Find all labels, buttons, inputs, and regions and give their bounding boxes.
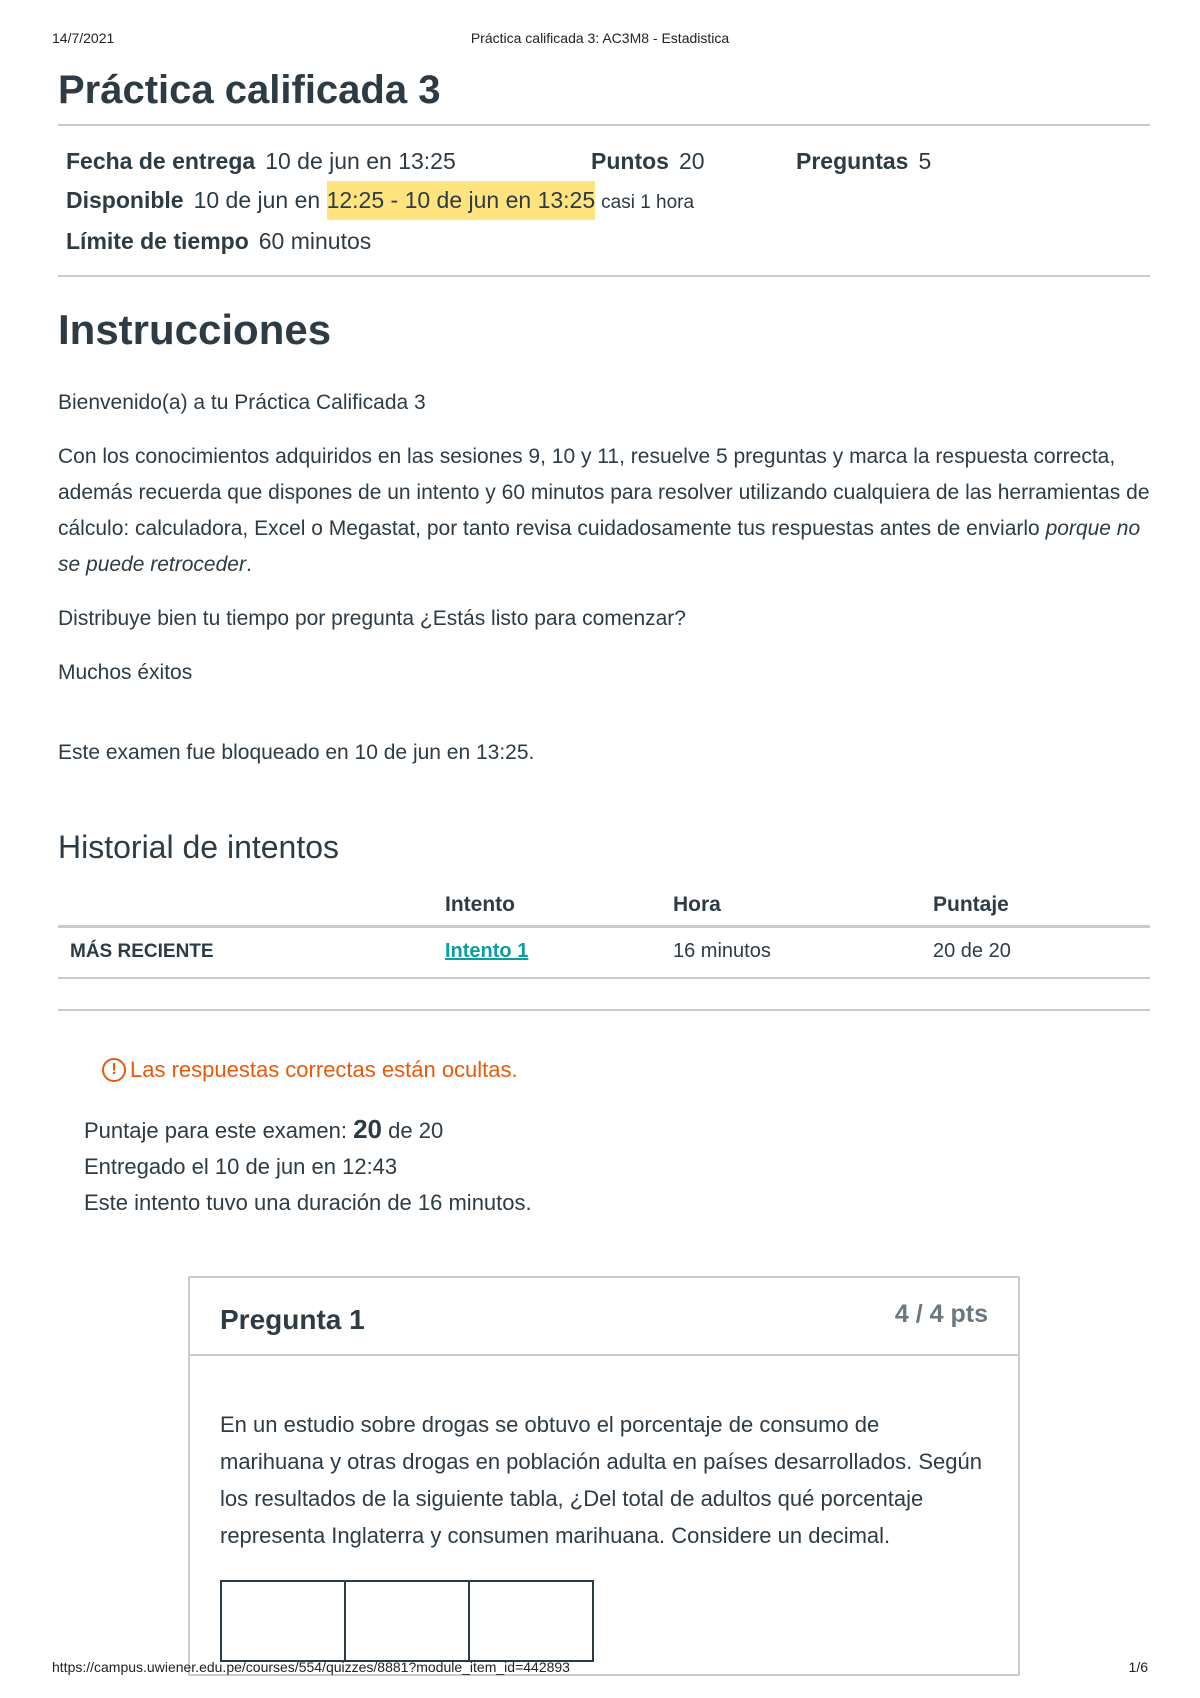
attempt-time: 16 minutos (661, 927, 921, 979)
questions-value: 5 (918, 148, 932, 174)
points-label: Puntos (591, 148, 669, 174)
warning-text: Las respuestas correctas están ocultas. (130, 1057, 518, 1082)
question-points: 4 / 4 pts (894, 1300, 988, 1328)
due-date (66, 142, 591, 181)
instructions-time-tip: Distribuye bien tu tiempo por pregunta ¿Estás listo para comenzar? (58, 607, 686, 630)
question-card (188, 1276, 1020, 1676)
instructions-title: Instrucciones (58, 306, 332, 353)
divider (58, 1009, 1150, 1011)
score-value: 20 (353, 1114, 382, 1144)
due-value: 10 de jun en 13:25 (265, 148, 456, 174)
divider (58, 275, 1150, 277)
page-number: 1/6 (1128, 1659, 1148, 1675)
print-footer (52, 1659, 1148, 1679)
print-header (52, 30, 1148, 50)
print-url: https://campus.uwiener.edu.pe/courses/554/quizzes/8881?module_item_id=442893 (52, 1659, 570, 1675)
attempts-header-attempt: Intento (433, 887, 661, 927)
instructions-paragraph (58, 439, 1150, 583)
details-row-2 (66, 181, 1150, 222)
time-limit-label: Límite de tiempo (66, 228, 249, 254)
table-row (221, 1581, 593, 1661)
attempt-score: 20 de 20 (921, 927, 1150, 979)
print-title: Práctica calificada 3: AC3M8 - Estadistica (470, 30, 730, 46)
attempts-header-row (58, 887, 1150, 927)
question-text: En un estudio sobre drogas se obtuvo el porcentaje de consumo de marihuana y otras drogas en población adulta en países desarrollados. Según los resultados de la siguiente tabla, ¿Del total de adultos qué porcentaje representa Inglaterra y consumen marihuana. Considere un decimal. (220, 1412, 982, 1548)
instructions-text: Con los conocimientos adquiridos en las sesiones 9, 10 y 11, resuelve 5 preguntas y marca la respuesta correcta, además recuerda que dispones de un intento y 60 minutos para resolver utilizando cualquiera de las herramientas de cálculo: calculadora, Excel o Megastat, por tanto revisa cuidadosamente tus respuestas antes de enviarlo (58, 445, 1150, 540)
available-range: 12:25 - 10 de jun en 13:25 (327, 181, 596, 220)
details-row-3 (66, 222, 1150, 261)
attempt-label: MÁS RECIENTE (58, 927, 433, 979)
score-line (84, 1111, 1150, 1149)
details-row-1 (66, 142, 1150, 181)
due-label: Fecha de entrega (66, 148, 256, 174)
attempt-link[interactable]: Intento 1 (445, 940, 529, 962)
answers-hidden-warning (102, 1057, 1150, 1083)
attempt-cell (433, 927, 661, 979)
instructions-period: . (245, 553, 252, 576)
available-duration: casi 1 hora (601, 192, 695, 213)
score-suffix: de 20 (388, 1118, 444, 1143)
attempts-header-score: Puntaje (921, 887, 1150, 927)
table-row (58, 927, 1150, 979)
time-limit-value: 60 minutos (258, 228, 372, 254)
history-title: Historial de intentos (58, 829, 340, 865)
question-header (190, 1278, 1018, 1356)
available-prefix: 10 de jun en (193, 187, 321, 213)
locked-message: Este examen fue bloqueado en 10 de jun en 13:25. (58, 741, 535, 764)
page-title: Práctica calificada 3 (58, 68, 441, 112)
question-body (190, 1356, 1018, 1662)
instructions-closing: Muchos éxitos (58, 661, 193, 684)
print-date: 14/7/2021 (52, 30, 115, 46)
submitted-line: Entregado el 10 de jun en 12:43 (84, 1154, 398, 1179)
attempts-table (58, 887, 1150, 979)
attempts-header-time: Hora (661, 887, 921, 927)
table-cell (469, 1581, 593, 1661)
score-prefix: Puntaje para este examen: (84, 1118, 347, 1143)
exclamation-circle-icon: ! (102, 1058, 126, 1082)
score-summary (84, 1111, 1150, 1221)
quiz-details (58, 126, 1150, 275)
instructions-body (58, 385, 1150, 691)
instructions-emphasis: porque no se puede retroceder (58, 517, 1141, 576)
instructions-welcome: Bienvenido(a) a tu Práctica Calificada 3 (58, 391, 426, 414)
question-title: Pregunta 1 (220, 1304, 365, 1335)
question-data-table (220, 1580, 594, 1662)
table-cell (221, 1581, 345, 1661)
attempts-header-blank (58, 887, 433, 927)
available-label: Disponible (66, 187, 184, 213)
questions-label: Preguntas (796, 148, 909, 174)
points-value: 20 (678, 148, 705, 174)
table-cell (345, 1581, 469, 1661)
quiz-content (58, 62, 1150, 1221)
points (591, 142, 796, 181)
questions-count (796, 142, 931, 181)
duration-line: Este intento tuvo una duración de 16 minutos. (84, 1190, 532, 1215)
